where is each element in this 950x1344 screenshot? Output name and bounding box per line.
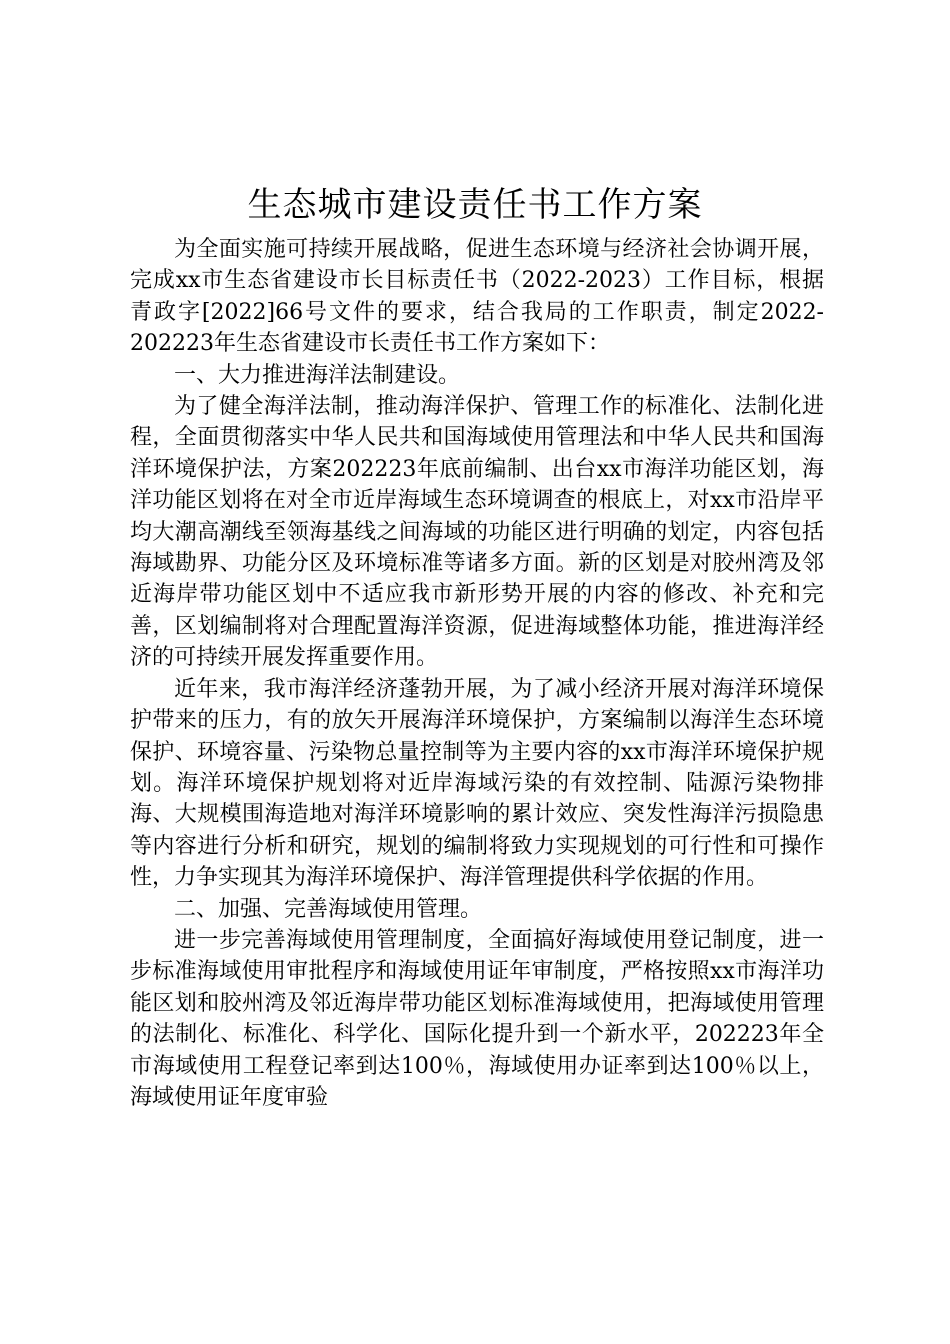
paragraph-sea-use-management: 进一步完善海域使用管理制度，全面搞好海域使用登记制度，进一步标准海域使用审批程序和海域使用证年审制度，严格按照xx市海洋功能区划和胶州湾及邻近海岸带功能区划标准海域使用，把海域使用管理的法制化、标准化、科学化、国际化提升到一个新水平，202223年全市海域使用工程登记率到达100％，海域使用办证率到达100％以上，海域使用证年度审验 (130, 927, 824, 1110)
document-title: 生态城市建设责任书工作方案 (247, 185, 703, 225)
section-heading-1: 一、大力推进海洋法制建设。 (174, 362, 461, 388)
paragraph-marine-law: 为了健全海洋法制，推动海洋保护、管理工作的标准化、法制化进程，全面贯彻落实中华人民共和国海域使用管理法和中华人民共和国海洋环境保护法，方案202223年底前编制、出台xx市海洋功能区划，海洋功能区划将在对全市近岸海域生态环境调查的根底上，对xx市沿岸平均大潮高潮线至领海基线之间海域的功能区进行明确的划定，内容包括海域勘界、功能分区及环境标准等诸多方面。新的区划是对胶州湾及邻近海岸带功能区划中不适应我市新形势开展的内容的修改、补充和完善，区划编制将对合理配置海洋资源，促进海域整体功能，推进海洋经济的可持续开展发挥重要作用。 (130, 394, 824, 671)
paragraph-intro: 为全面实施可持续开展战略，促进生态环境与经济社会协调开展，完成xx市生态省建设市长目标责任书（2022-2023）工作目标，根据青政字[2022]66号文件的要求，结合我局的工作职责，制定2022-202223年生态省建设市长责任书工作方案如下： (130, 237, 824, 357)
section-heading-2: 二、加强、完善海域使用管理。 (174, 896, 483, 922)
paragraph-marine-environment: 近年来，我市海洋经济蓬勃开展，为了减小经济开展对海洋环境保护带来的压力，有的放矢开展海洋环境保护，方案编制以海洋生态环境保护、环境容量、污染物总量控制等为主要内容的xx市海洋环境保护规划。海洋环境保护规划将对近岸海域污染的有效控制、陆源污染物排海、大规模围海造地对海洋环境影响的累计效应、突发性海洋污损隐患等内容进行分析和研究，规划的编制将致力实现规划的可行性和可操作性，力争实现其为海洋环境保护、海洋管理提供科学依据的作用。 (130, 676, 824, 891)
document-body (130, 234, 824, 1113)
